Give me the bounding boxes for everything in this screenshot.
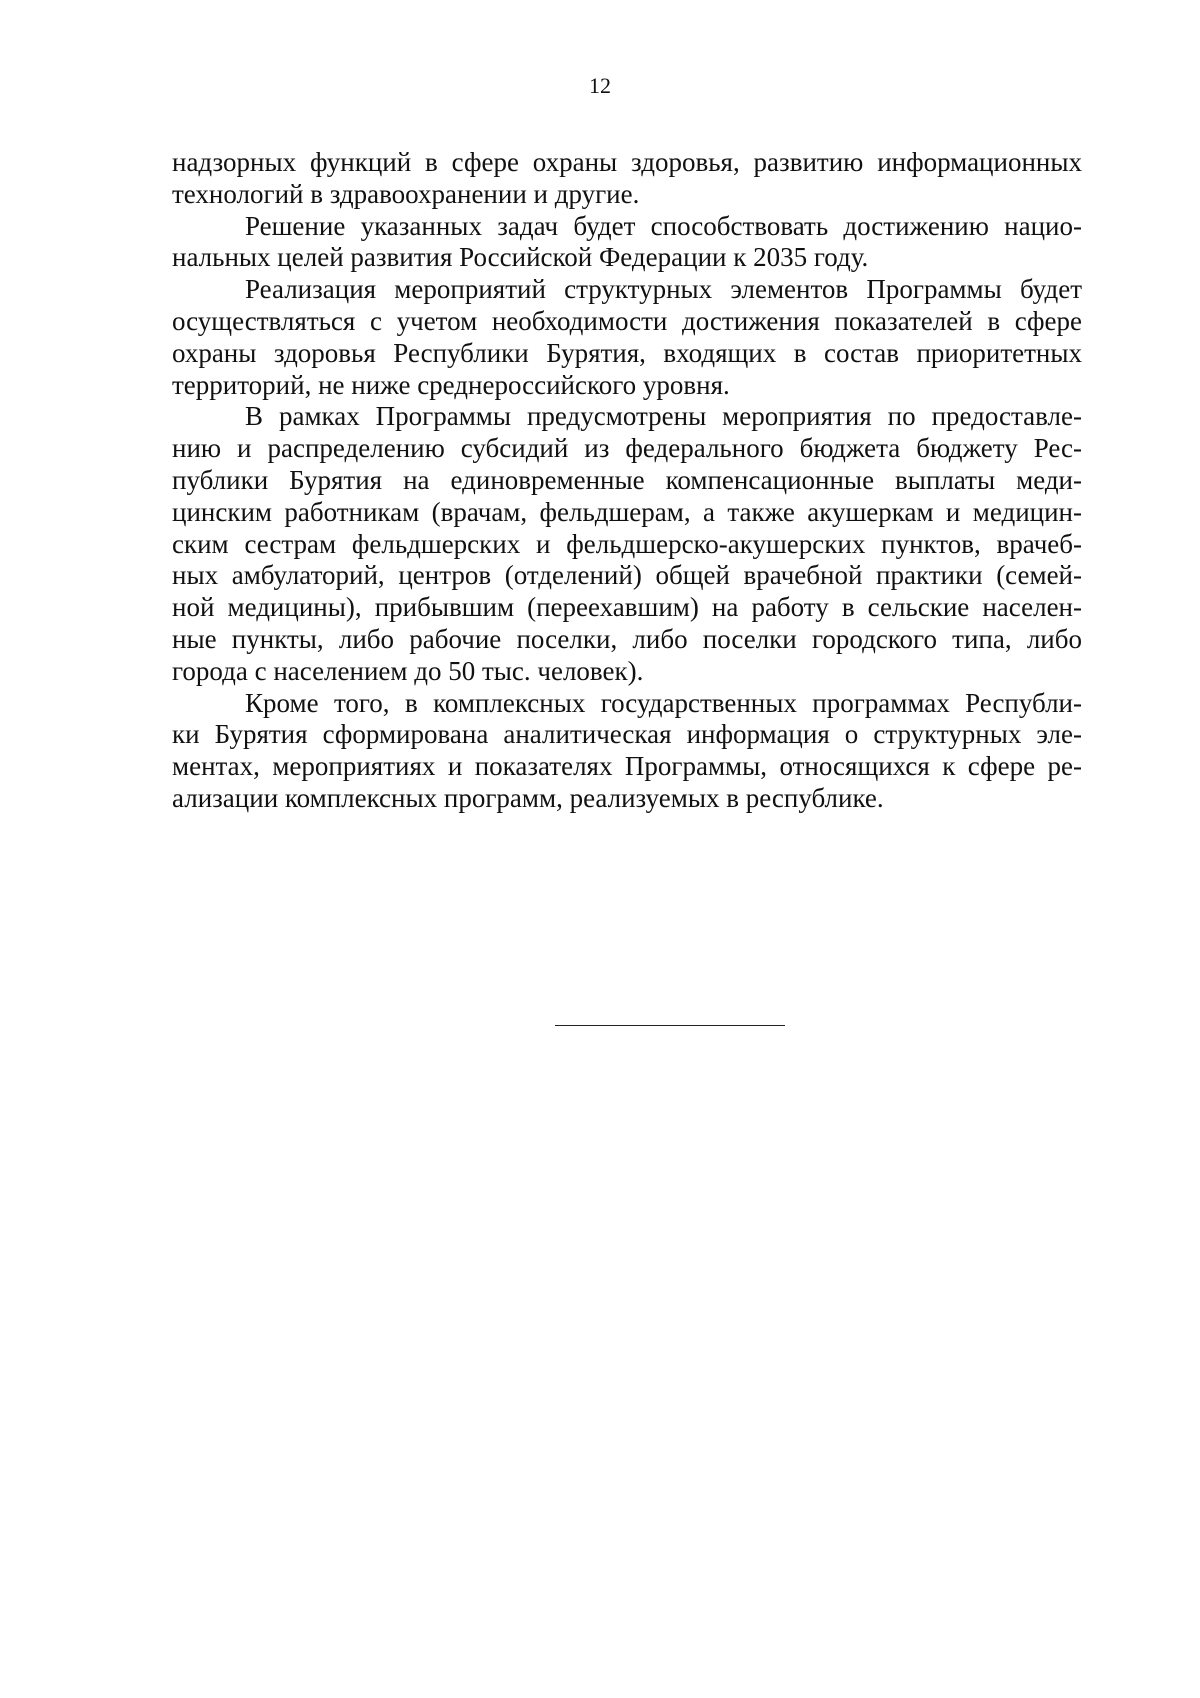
paragraph — [172, 401, 1082, 687]
text-line: нию и распределению субсидий из федерального бюджета бюджету Рес- — [172, 433, 1082, 464]
text-line: нальных целей развития Российской Федерации к 2035 году. — [172, 242, 869, 273]
text-line: Кроме того, в комплексных государственных программах Республи- — [245, 687, 1082, 718]
text-line: Решение указанных задач будет способствовать достижению нацио- — [245, 210, 1082, 241]
text-line: технологий в здравоохранении и другие. — [172, 178, 640, 209]
text-line: ализации комплексных программ, реализуемых в республике. — [172, 782, 884, 813]
paragraph — [172, 274, 1082, 401]
text-line: публики Бурятия на единовременные компенсационные выплаты меди- — [172, 464, 1082, 495]
paragraph — [172, 688, 1082, 815]
text-line: территорий, не ниже среднероссийского уровня. — [172, 369, 730, 400]
text-line: цинским работникам (врачам, фельдшерам, а также акушеркам и медицин- — [172, 496, 1082, 527]
body-text — [172, 147, 1082, 815]
text-line: надзорных функций в сфере охраны здоровья, развитию информационных — [172, 147, 1082, 177]
paragraph — [172, 211, 1082, 275]
text-line: города с населением до 50 тыс. человек). — [172, 655, 644, 686]
end-of-document-rule — [555, 1025, 785, 1026]
text-line: ные пункты, либо рабочие поселки, либо поселки городского типа, либо — [172, 623, 1082, 654]
text-line: ментах, мероприятиях и показателях Программы, относящихся к сфере ре- — [172, 751, 1082, 782]
text-line: ной медицины), прибывшим (переехавшим) на работу в сельские населен- — [172, 592, 1082, 623]
text-line: ных амбулаторий, центров (отделений) общей врачебной практики (семей- — [172, 560, 1082, 591]
paragraph — [172, 147, 1082, 211]
page-number: 12 — [589, 73, 611, 98]
text-line: ки Бурятия сформирована аналитическая информация о структурных эле- — [172, 719, 1082, 750]
text-line: В рамках Программы предусмотрены мероприятия по предоставле- — [245, 401, 1082, 432]
text-line: ским сестрам фельдшерских и фельдшерско-акушерских пунктов, врачеб- — [172, 528, 1082, 559]
text-line: Реализация мероприятий структурных элементов Программы будет — [245, 274, 1082, 305]
text-line: охраны здоровья Республики Бурятия, входящих в состав приоритетных — [172, 337, 1082, 368]
text-line: осуществляться с учетом необходимости достижения показателей в сфере — [172, 305, 1082, 336]
